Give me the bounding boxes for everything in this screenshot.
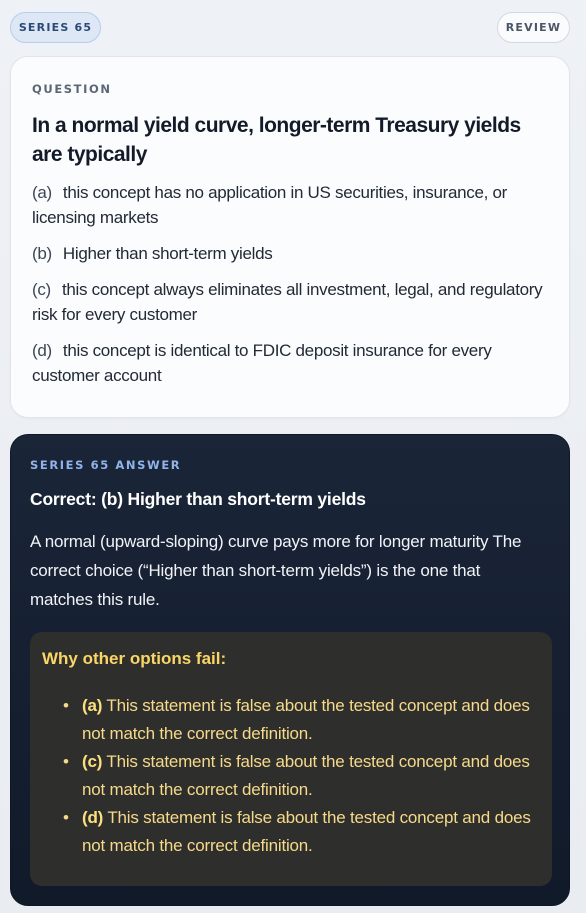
fail-item-d (42, 804, 538, 860)
bullet-icon: • (63, 752, 69, 771)
correct-answer-heading: Correct: (b) Higher than short-term yields (30, 489, 366, 509)
fail-item-c (42, 748, 538, 804)
fail-item-a (42, 692, 538, 748)
why-other-options-fail-box (30, 632, 552, 886)
fail-item-d-text: This statement is false about the tested concept and does not match the correct definition. (82, 808, 531, 855)
answer-explanation: A normal (upward-sloping) curve pays more for longer maturity The correct choice (“Higher than short-term yields”) is the one that matches this rule. (30, 532, 522, 609)
option-d[interactable] (32, 338, 547, 388)
fail-item-c-text: This statement is false about the tested concept and does not match the correct definition. (82, 752, 530, 799)
fail-item-c-letter: (c) (82, 752, 103, 771)
option-d-letter: (d) (32, 341, 52, 360)
question-label: QUESTION (32, 82, 112, 96)
review-button[interactable]: REVIEW (497, 12, 570, 43)
bullet-icon: • (63, 696, 69, 715)
option-a-text: this concept has no application in US securities, insurance, or licensing markets (32, 183, 508, 227)
option-b[interactable] (32, 241, 547, 266)
option-b-text: Higher than short-term yields (62, 244, 273, 263)
why-other-options-fail-list (42, 692, 538, 860)
option-a[interactable] (32, 180, 547, 230)
option-b-letter: (b) (32, 244, 52, 263)
series-65-badge[interactable]: SERIES 65 (10, 12, 101, 43)
option-a-letter: (a) (32, 183, 52, 202)
question-text: In a normal yield curve, longer-term Treasury yields are typically (32, 114, 521, 166)
why-other-options-fail-title: Why other options fail: (42, 649, 227, 668)
fail-item-a-letter: (a) (82, 696, 103, 715)
bullet-icon: • (63, 808, 69, 827)
answer-card (10, 434, 570, 906)
question-card (10, 56, 570, 418)
fail-item-a-text: This statement is false about the tested concept and does not match the correct definition. (82, 696, 530, 743)
fail-item-d-letter: (d) (82, 808, 104, 827)
option-c-text: this concept always eliminates all investment, legal, and regulatory risk for every customer (32, 280, 543, 324)
answer-label: SERIES 65 ANSWER (30, 458, 182, 472)
option-d-text: this concept is identical to FDIC deposit insurance for every customer account (32, 341, 492, 385)
option-c[interactable] (32, 277, 547, 327)
option-c-letter: (c) (32, 280, 51, 299)
